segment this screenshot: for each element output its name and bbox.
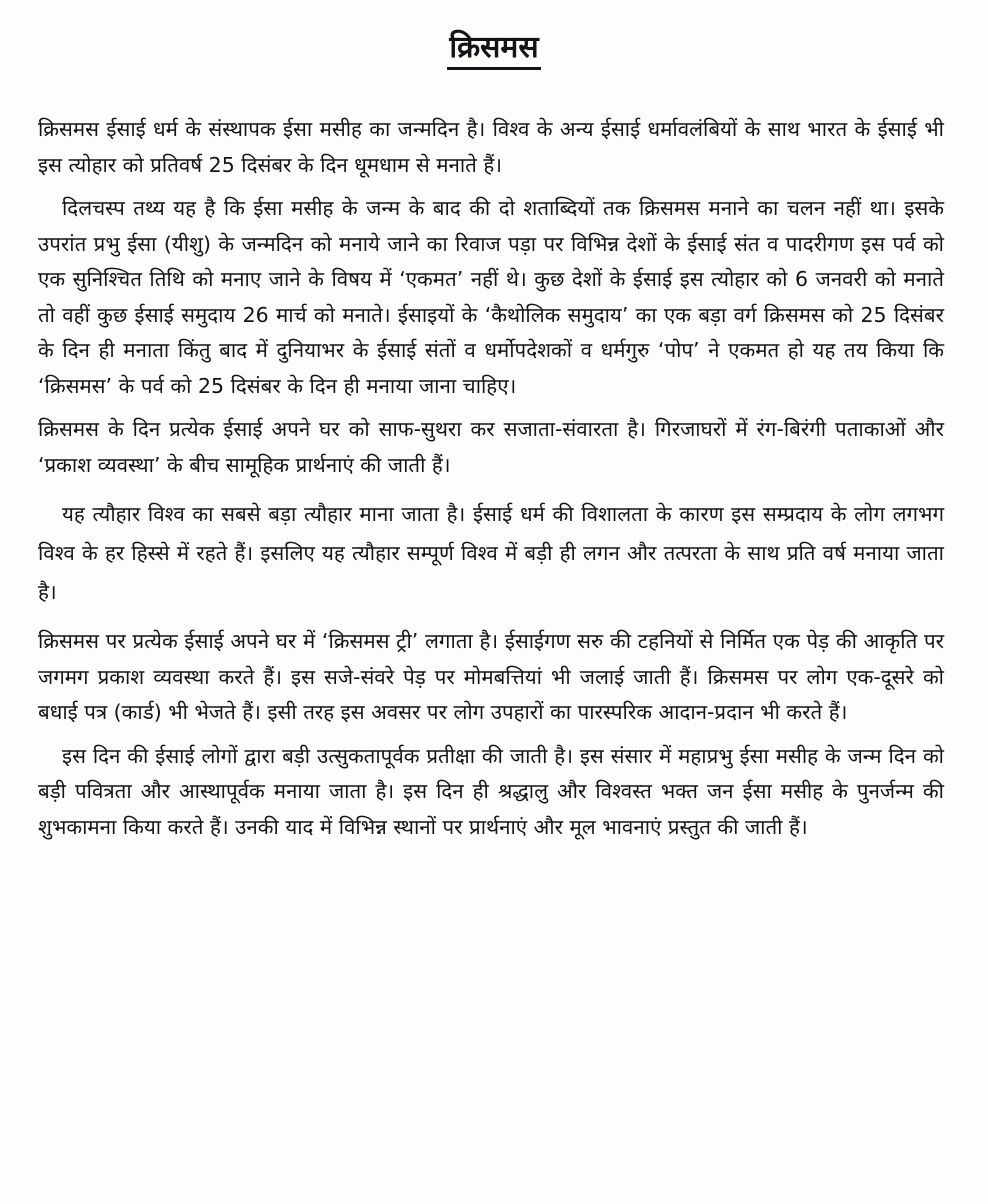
page-title-text: क्रिसमस	[447, 30, 540, 70]
paragraph-celebration: क्रिसमस के दिन प्रत्येक ईसाई अपने घर को साफ-सुथरा कर सजाता-संवारता है। गिरजाघरों में रंग-बिरंगी पताकाओं और ‘प्रकाश व्यवस्था’ के बीच सामूहिक प्रार्थनाएं की जाती हैं।	[38, 417, 944, 477]
paragraph-devotion: इस दिन की ईसाई लोगों द्वारा बड़ी उत्सुकतापूर्वक प्रतीक्षा की जाती है। इस संसार में महाप्रभु ईसा मसीह के जन्म दिन को बड़ी पवित्रता और आस्थापूर्वक मनाया जाता है। इस दिन ही श्रद्धालु और विश्वस्त भक्त जन ईसा मसीह के पुनर्जन्म की शुभकामना किया करते हैं। उनकी याद में विभिन्न स्थानों पर प्रार्थनाएं और मूल भावनाएं प्रस्तुत की जाती हैं।	[38, 743, 944, 839]
paragraph-history: दिलचस्प तथ्य यह है कि ईसा मसीह के जन्म के बाद की दो शताब्दियों तक क्रिसमस मनाने का चलन नहीं था। इसके उपरांत प्रभु ईसा (यीशु) के जन्मदिन को मनाये जाने का रिवाज पड़ा पर विभिन्न देशों के ईसाई संत व पादरीगण इस पर्व को एक सुनिश्चित तिथि को मनाए जाने के विषय में ‘एकमत’ नहीं थे। कुछ देशों के ईसाई इस त्योहार को 6 जनवरी को मनाते तो वहीं कुछ ईसाई समुदाय 26 मार्च को मनाते। ईसाइयों के ‘कैथोलिक समुदाय’ का एक बड़ा वर्ग क्रिसमस को 25 दिसंबर के दिन ही मनाता किंतु बाद में दुनियाभर के ईसाई संतों व धर्मोपदेशकों व धर्मगुरु ‘पोप’ ने एकमत हो यह तय किया कि ‘क्रिसमस’ के पर्व को 25 दिसंबर के दिन ही मनाया जाना चाहिए।	[38, 196, 944, 398]
document-body	[38, 112, 944, 853]
paragraph-intro: क्रिसमस ईसाई धर्म के संस्थापक ईसा मसीह का जन्मदिन है। विश्व के अन्य ईसाई धर्मावलंबियों के साथ भारत के ईसाई भी इस त्योहार को प्रतिवर्ष 25 दिसंबर के दिन धूमधाम से मनाते हैं।	[38, 117, 944, 177]
paragraph-biggest-festival: यह त्यौहार विश्व का सबसे बड़ा त्यौहार माना जाता है। ईसाई धर्म की विशालता के कारण इस सम्प्रदाय के लोग लगभग विश्व के हर हिस्से में रहते हैं। इसलिए यह त्यौहार सम्पूर्ण विश्व में बड़ी ही लगन और तत्परता के साथ प्रति वर्ष मनाया जाता है।	[38, 502, 944, 604]
paragraph-christmas-tree: क्रिसमस पर प्रत्येक ईसाई अपने घर में ‘क्रिसमस ट्री’ लगाता है। ईसाईगण सरु की टहनियों से निर्मित एक पेड़ की आकृति पर जगमग प्रकाश व्यवस्था करते हैं। इस सजे-संवरे पेड़ पर मोमबत्तियां भी जलाई जाती हैं। क्रिसमस पर लोग एक-दूसरे को बधाई पत्र (कार्ड) भी भेजते हैं। इसी तरह इस अवसर पर लोग उपहारों का पारस्परिक आदान-प्रदान भी करते हैं।	[38, 629, 944, 724]
page-title	[0, 28, 988, 68]
